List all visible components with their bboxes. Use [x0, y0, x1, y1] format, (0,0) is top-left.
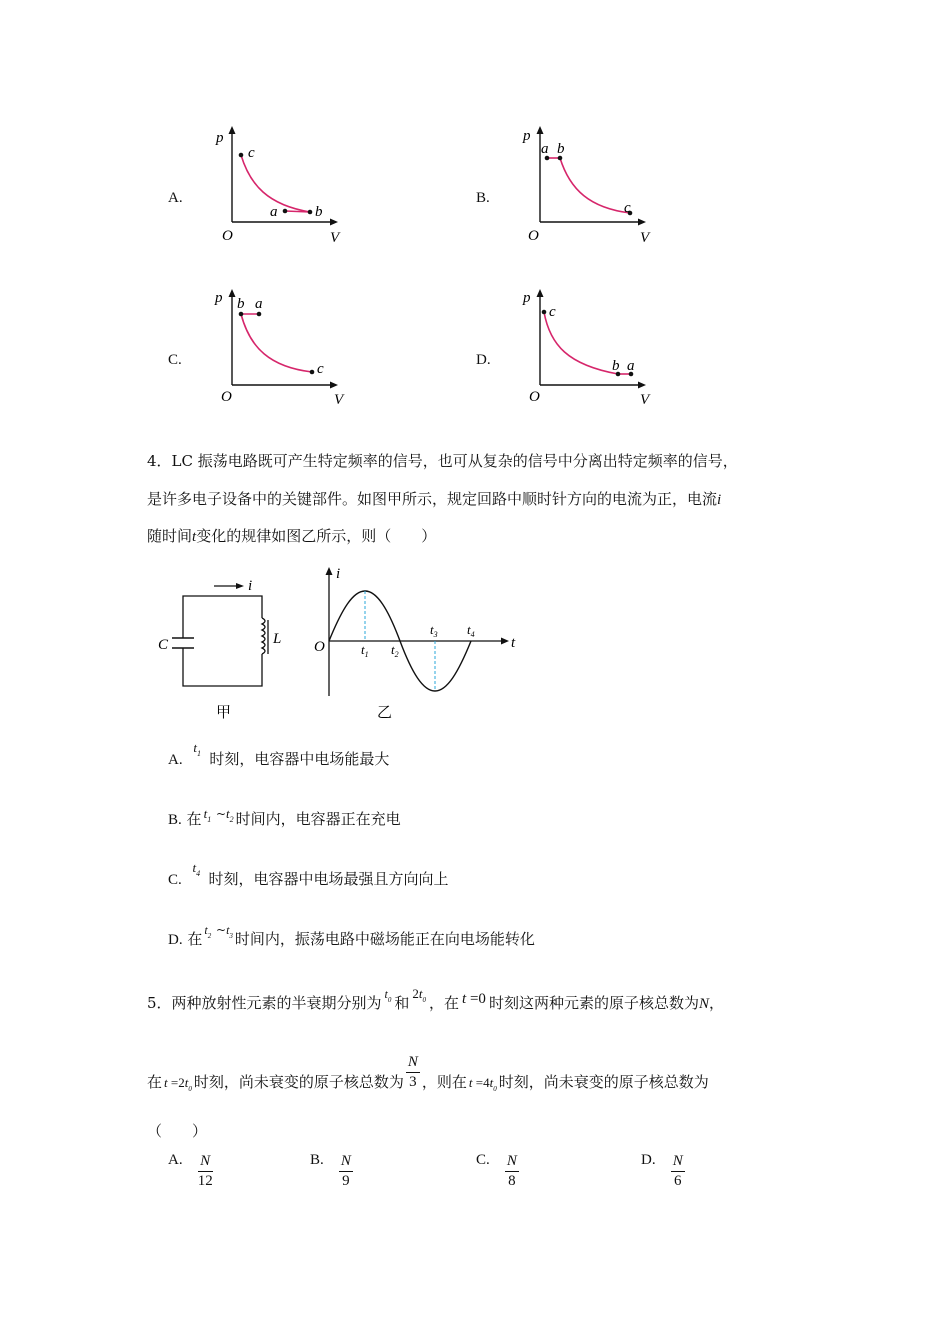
c-label: c: [549, 304, 556, 320]
a-label: a: [255, 296, 263, 312]
q4-lc-circuit: [150, 568, 295, 728]
p-label: p: [523, 290, 531, 306]
inductor-label: L: [273, 631, 282, 647]
b-label: b: [237, 296, 245, 312]
v-label: V: [640, 230, 650, 246]
q3-graph-c: [210, 283, 350, 413]
q4-option-b[interactable]: B. 在 $t_1$ $\sim t_2$ 时间内，电容器正在充电: [168, 806, 401, 828]
i-axis-label: i: [336, 566, 341, 582]
q3-option-c-letter[interactable]: C.: [168, 352, 182, 368]
t3-label: $t_3$: [430, 622, 438, 639]
q5-option-a[interactable]: A. $\frac{N}{12}$: [168, 1152, 213, 1189]
origin-label: O: [222, 228, 233, 244]
q5-stem-line1: 5．两种放射性元素的半衰期分别为 $t_0$ 和$2t_0$ ，在 t =0 时刻这两种元素的原子核总数为N，: [147, 986, 724, 1012]
circuit-wire-bottom: [183, 648, 262, 686]
isotherm-curve: [560, 158, 630, 213]
origin-label: O: [221, 389, 232, 405]
point-c: [542, 310, 547, 315]
p-label: p: [216, 130, 224, 146]
a-label: a: [541, 141, 549, 157]
origin-label: O: [528, 228, 539, 244]
isotherm-curve: [544, 312, 618, 374]
segment-ab: [285, 211, 310, 212]
b-label: b: [315, 204, 323, 220]
q4-option-c[interactable]: C. $t_4$ 时刻，电容器中电场最强且方向向上: [168, 860, 449, 888]
p-label: p: [523, 128, 531, 144]
origin-label: O: [314, 639, 325, 655]
t4-label: $t_4$: [467, 622, 475, 639]
point-a: [257, 312, 262, 317]
fraction-n-over-3: $\frac{N}{3}$: [407, 1054, 418, 1090]
capacitor-label: C: [158, 637, 169, 653]
p-axis-arrow: [229, 126, 236, 134]
point-c: [310, 370, 315, 375]
circuit-wire-top: [183, 596, 262, 638]
q3-graph-a: [210, 120, 350, 250]
q5-option-c[interactable]: C. $\frac{N}{8}$: [476, 1152, 517, 1189]
point-a: [283, 209, 288, 214]
point-b: [239, 312, 244, 317]
c-label: c: [624, 200, 631, 216]
q4-current-graph: [305, 560, 525, 730]
q5-option-d[interactable]: D. $\frac{N}{6}$: [641, 1152, 683, 1189]
q5-option-b[interactable]: B. $\frac{N}{9}$: [310, 1152, 351, 1189]
q3-option-d-letter[interactable]: D.: [476, 352, 491, 368]
current-arrow-head: [236, 583, 244, 589]
current-label: i: [248, 578, 253, 594]
isotherm-curve: [241, 314, 312, 372]
c-label: c: [248, 145, 255, 161]
b-label: b: [557, 141, 565, 157]
q5-answer-parens: （ ）: [147, 1122, 208, 1140]
t1-label: $t_1$: [361, 642, 369, 659]
caption-yi: 乙: [377, 705, 393, 721]
a-label: a: [627, 358, 635, 374]
q4-stem-line1: 4．LC 振荡电路既可产生特定频率的信号，也可从复杂的信号中分离出特定频率的信号，: [147, 452, 738, 470]
v-label: V: [640, 392, 650, 408]
c-label: c: [317, 361, 324, 377]
origin-label: O: [529, 389, 540, 405]
t2-label: $t_2$: [391, 642, 399, 659]
q3-option-b-letter[interactable]: B.: [476, 190, 490, 206]
q3-graph-d: [518, 283, 658, 413]
q4-option-a[interactable]: A. $t_1$ 时刻，电容器中电场能最大: [168, 740, 390, 768]
a-label: a: [270, 204, 278, 220]
p-label: p: [215, 290, 223, 306]
q3-option-a-letter[interactable]: A.: [168, 190, 183, 206]
q5-stem-line2: 在 $t =2t_0$ 时刻，尚未衰变的原子核总数为 $\frac{N}{3}$ ，则在 $t =4t_0$ 时刻，尚未衰变的原子核总数为: [147, 1054, 709, 1093]
inductor-coil: [262, 618, 265, 654]
caption-jia: 甲: [216, 705, 232, 721]
q4-stem-line3: 随时间t变化的规律如图乙所示，则（ ）: [147, 527, 437, 545]
q4-option-d[interactable]: D. 在 $t_2$ $\sim t_3$ 时间内，振荡电路中磁场能正在向电场能转化: [168, 923, 535, 948]
b-label: b: [612, 358, 620, 374]
v-label: V: [334, 392, 344, 408]
point-b: [308, 210, 313, 215]
point-c: [239, 153, 244, 158]
v-label: V: [330, 230, 340, 246]
q4-stem-line2: 是许多电子设备中的关键部件。如图甲所示，规定回路中顺时针方向的电流为正，电流i: [147, 490, 722, 508]
q3-graph-b: [518, 120, 658, 250]
t-axis-label: t: [511, 635, 516, 651]
v-axis-arrow: [330, 219, 338, 226]
